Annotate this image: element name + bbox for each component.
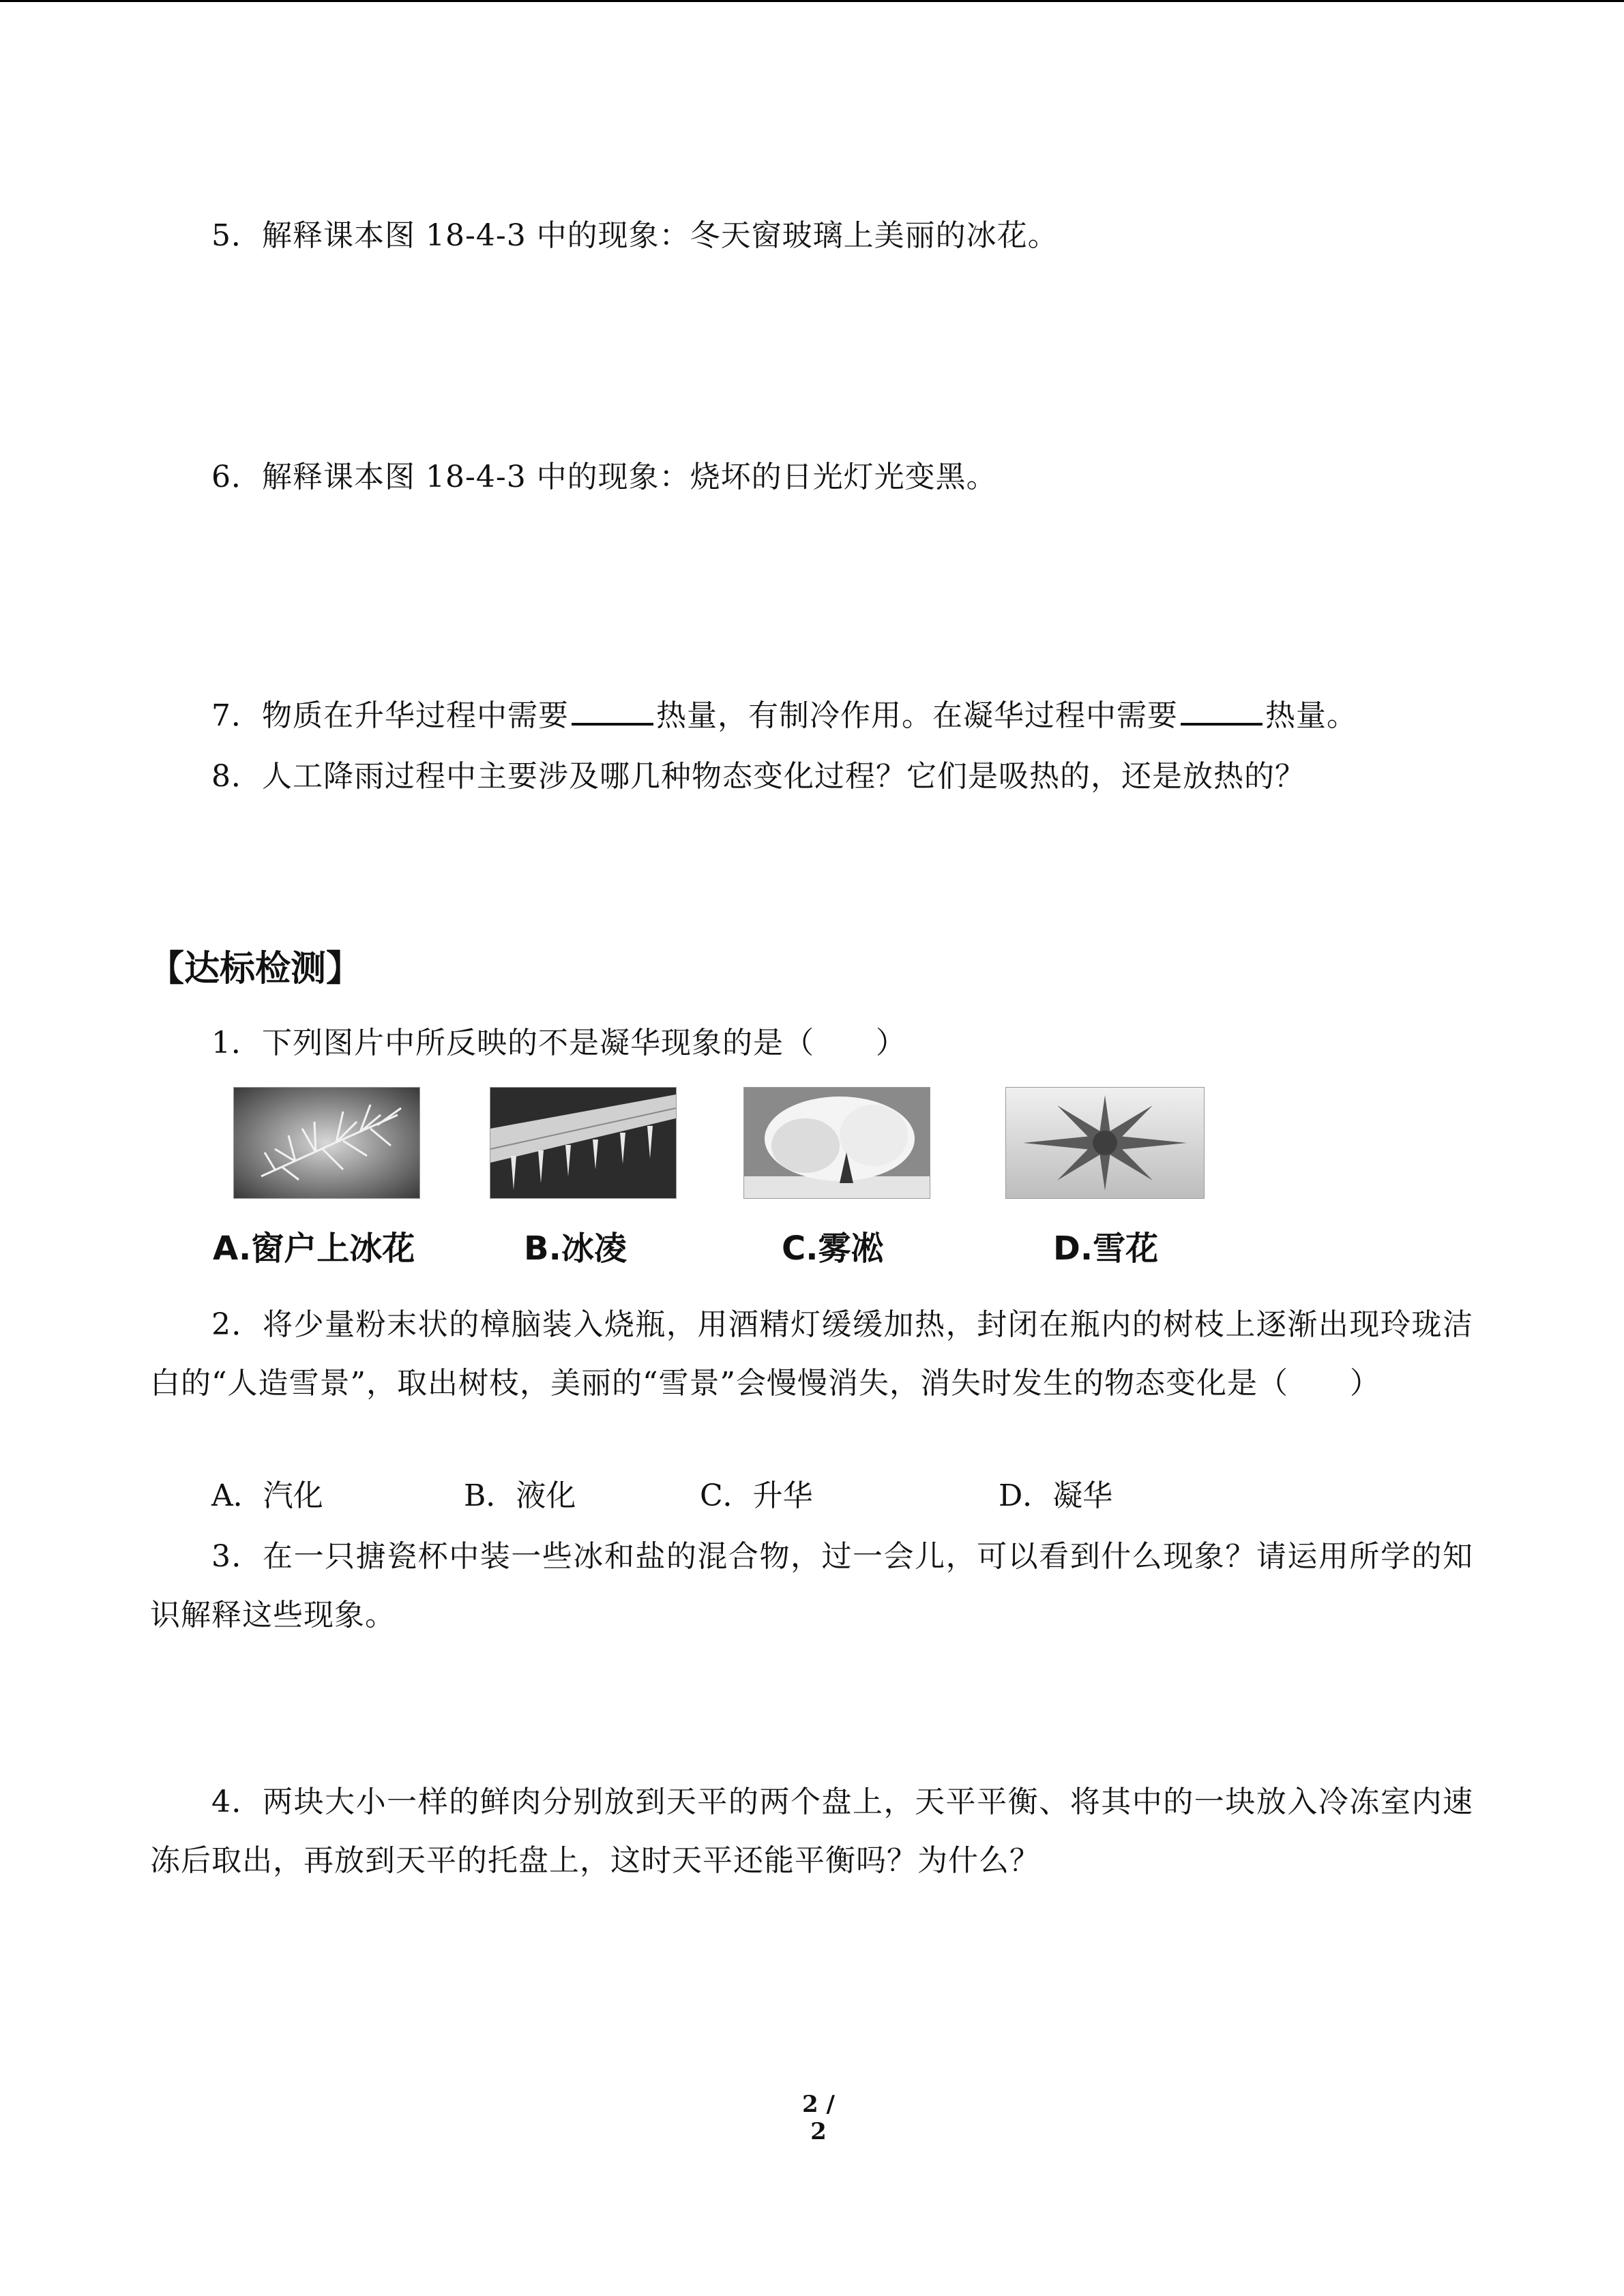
- test-question-1: 1．下列图片中所反映的不是凝华现象的是（ ）: [211, 1026, 906, 1060]
- rime-tree-image: [743, 1087, 930, 1199]
- page-number: 2 / 2: [802, 2091, 835, 2145]
- question-6: 6．解释课本图 18-4-3 中的现象：烧坏的日光灯光变黑。: [211, 460, 997, 494]
- ice-flower-image: [233, 1087, 420, 1199]
- question-7: [211, 696, 1357, 736]
- answer-blank: [572, 696, 653, 726]
- option-b: B．液化: [464, 1478, 576, 1513]
- test-question-4: 4．两块大小一样的鲜肉分别放到天平的两个盘上，天平平衡、将其中的一块放入冷冻室内速冻后取出，再放到天平的托盘上，这时天平还能平衡吗？为什么？: [150, 1785, 1473, 1878]
- caption-c: C.雾凇: [782, 1229, 884, 1268]
- caption-a: A.窗户上冰花: [213, 1229, 415, 1268]
- question-7-part2: 热量，有制冷作用。在凝华过程中需要: [656, 698, 1178, 733]
- top-border: [0, 0, 1624, 2]
- answer-blank: [1181, 696, 1263, 726]
- section-heading: 【达标检测】: [149, 949, 362, 989]
- test-question-2: 2．将少量粉末状的樟脑装入烧瓶，用酒精灯缓缓加热，封闭在瓶内的树枝上逐渐出现玲珑洁白的“人造雪景”，取出树枝，美丽的“雪景”会慢慢消失，消失时发生的物态变化是（ ）: [150, 1307, 1473, 1401]
- option-d: D．凝华: [999, 1478, 1113, 1513]
- question-8: 8．人工降雨过程中主要涉及哪几种物态变化过程？它们是吸热的，还是放热的？: [211, 759, 1305, 794]
- test-question-3: 3．在一只搪瓷杯中装一些冰和盐的混合物，过一会儿，可以看到什么现象？请运用所学的知识解释这些现象。: [150, 1539, 1473, 1632]
- caption-d: D.雪花: [1053, 1229, 1159, 1268]
- icicle-image: [490, 1087, 677, 1199]
- question-7-part1: 7．物质在升华过程中需要: [211, 698, 569, 733]
- question-5: 5．解释课本图 18-4-3 中的现象：冬天窗玻璃上美丽的冰花。: [211, 218, 1059, 253]
- snowflake-image: [1005, 1087, 1205, 1199]
- option-a: A．汽化: [211, 1478, 323, 1513]
- question-7-part3: 热量。: [1265, 698, 1357, 733]
- caption-b: B.冰凌: [524, 1229, 627, 1268]
- option-c: C．升华: [700, 1478, 813, 1513]
